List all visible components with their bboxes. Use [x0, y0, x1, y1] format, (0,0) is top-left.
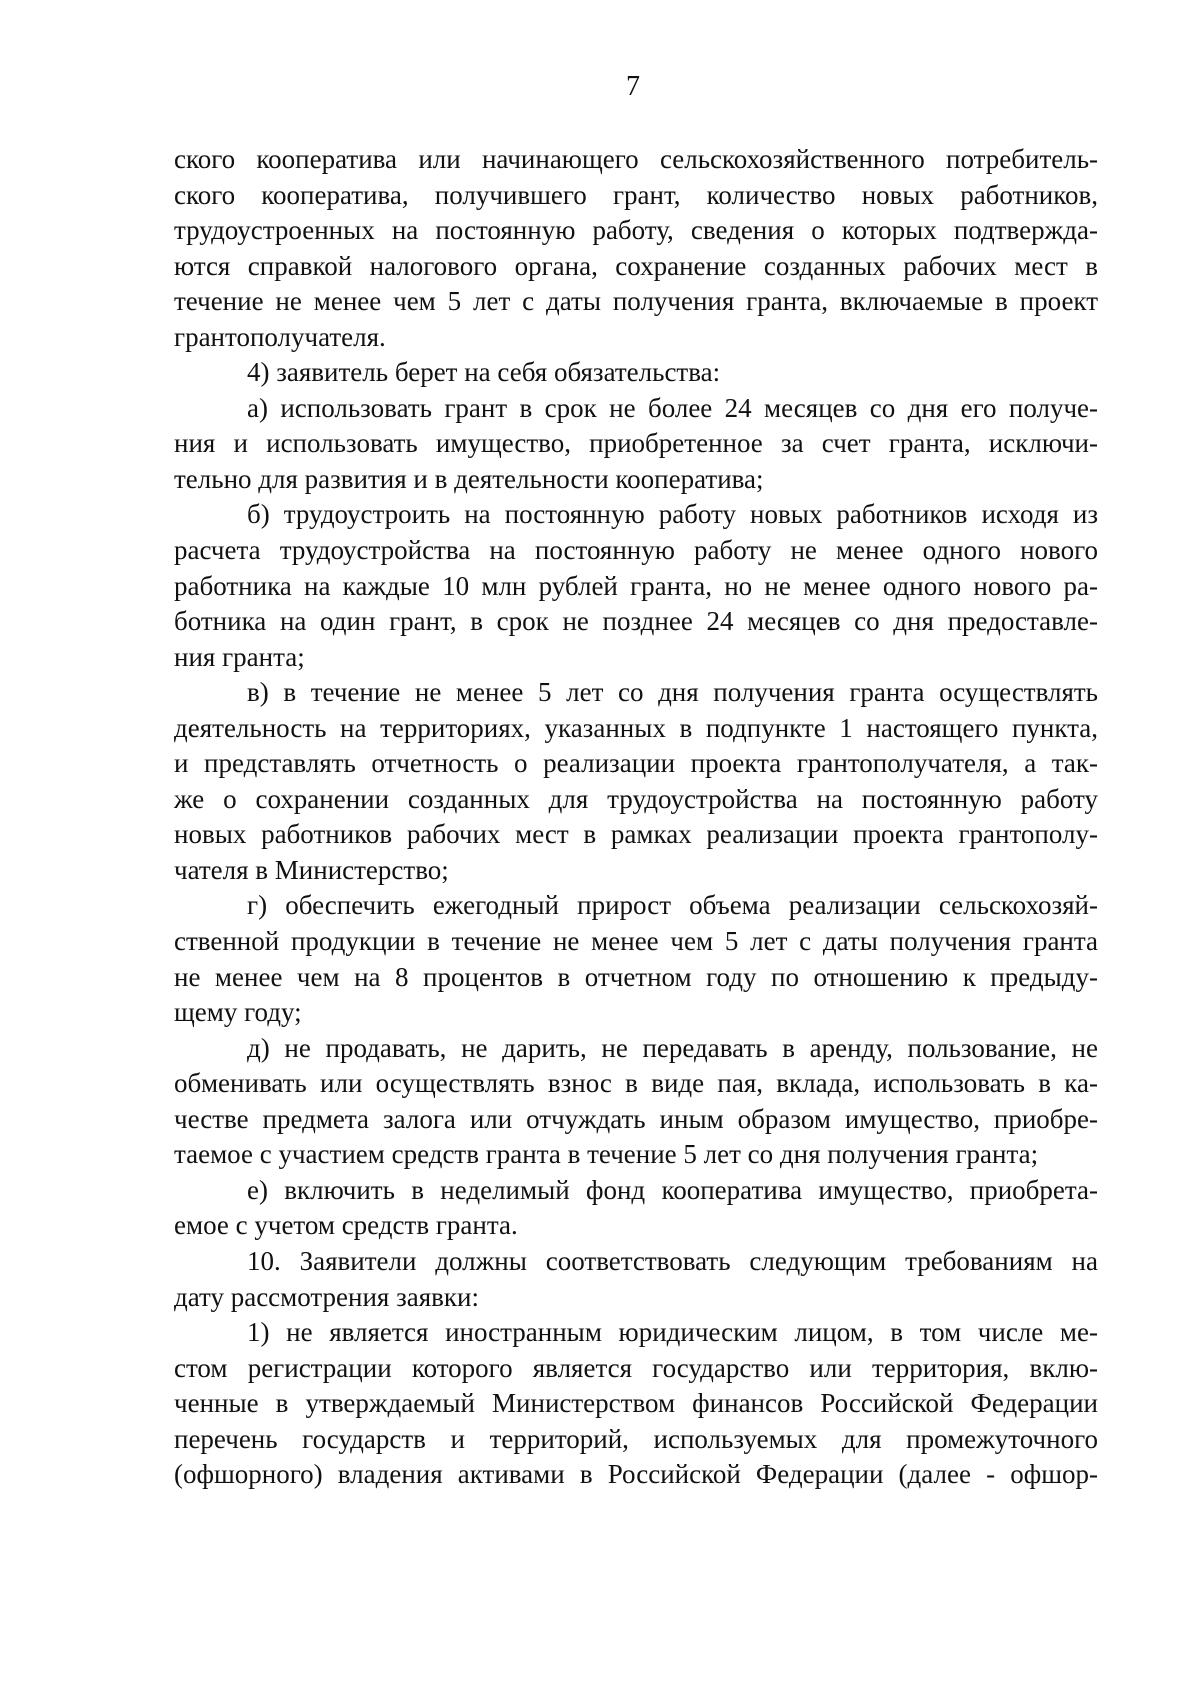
text-line: и представлять отчетность о реализации проекта грантополучателя, а так- — [174, 748, 1098, 779]
text-line: ботника на один грант, в срок не позднее 24 месяцев со дня предоставле- — [174, 606, 1098, 637]
text-line: щему году; — [174, 997, 302, 1028]
text-line: деятельность на территориях, указанных в подпункте 1 настоящего пункта, — [174, 712, 1098, 743]
text-line: а) использовать грант в срок не более 24 месяцев со дня его получе- — [247, 392, 1098, 423]
text-line: (офшорного) владения активами в Российской Федерации (далее - офшор- — [174, 1459, 1098, 1490]
text-line: г) обеспечить ежегодный прирост объема реализации сельскохозяй- — [247, 890, 1098, 921]
text-line: течение не менее чем 5 лет с даты получения гранта, включаемые в проект — [174, 286, 1098, 317]
document-body — [174, 142, 1098, 1493]
text-line: ченные в утверждаемый Министерством финансов Российской Федерации — [174, 1388, 1098, 1419]
text-line: обменивать или осуществлять взнос в виде пая, вклада, использовать в ка- — [174, 1068, 1098, 1099]
page-number: 7 — [626, 71, 640, 102]
text-line: честве предмета залога или отчуждать иным образом имущество, приобре- — [174, 1103, 1098, 1134]
text-line: новых работников рабочих мест в рамках реализации проекта грантополу- — [174, 819, 1098, 850]
text-line: стом регистрации которого является государство или территория, вклю- — [174, 1352, 1098, 1383]
text-line: е) включить в неделимый фонд кооператива имущество, приобрета- — [247, 1174, 1098, 1205]
text-line: 1) не является иностранным юридическим лицом, в том числе ме- — [247, 1317, 1098, 1348]
text-line: грантополучателя. — [174, 321, 386, 352]
text-line: ния гранта; — [174, 641, 305, 672]
text-line: 10. Заявители должны соответствовать следующим требованиям на — [247, 1245, 1098, 1276]
text-line: трудоустроенных на постоянную работу, сведения о которых подтвержда- — [174, 215, 1098, 246]
text-line: перечень государств и территорий, используемых для промежуточного — [174, 1423, 1098, 1454]
text-line: ственной продукции в течение не менее чем 5 лет с даты получения гранта — [174, 926, 1098, 957]
text-line: ского кооператива, получившего грант, количество новых работников, — [174, 179, 1098, 210]
text-line: д) не продавать, не дарить, не передавать в аренду, пользование, не — [247, 1032, 1098, 1063]
text-line: ния и использовать имущество, приобретенное за счет гранта, исключи- — [174, 428, 1098, 459]
text-line: же о сохранении созданных для трудоустройства на постоянную работу — [174, 783, 1098, 814]
text-line: расчета трудоустройства на постоянную работу не менее одного нового — [174, 535, 1098, 566]
text-line: тельно для развития и в деятельности кооператива; — [174, 463, 764, 494]
text-line: не менее чем на 8 процентов в отчетном году по отношению к предыду- — [174, 961, 1098, 992]
text-line: ются справкой налогового органа, сохранение созданных рабочих мест в — [174, 250, 1098, 281]
text-line: таемое с участием средств гранта в течение 5 лет со дня получения гранта; — [174, 1139, 1039, 1170]
text-line: дату рассмотрения заявки: — [174, 1281, 479, 1312]
text-line: ского кооператива или начинающего сельскохозяйственного потребитель- — [174, 144, 1098, 174]
text-line: емое с учетом средств гранта. — [174, 1210, 518, 1241]
text-line: работника на каждые 10 млн рублей гранта, но не менее одного нового ра- — [174, 570, 1098, 601]
text-line: б) трудоустроить на постоянную работу новых работников исходя из — [247, 499, 1098, 530]
text-line: 4) заявитель берет на себя обязательства: — [247, 357, 721, 388]
text-line: в) в течение не менее 5 лет со дня получения гранта осуществлять — [247, 677, 1098, 708]
text-line: чателя в Министерство; — [174, 854, 449, 885]
